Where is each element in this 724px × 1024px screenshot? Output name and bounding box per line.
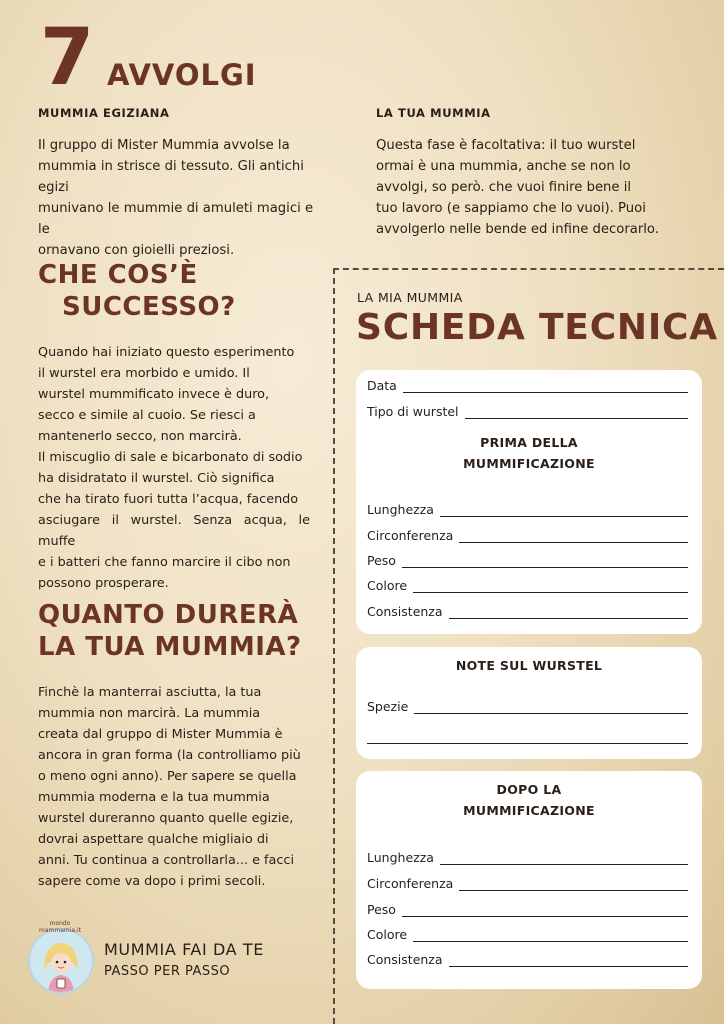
text-line: Quando hai iniziato questo esperimento xyxy=(38,345,295,360)
text-line: avvolgerlo nelle bende ed infine decorarlo. xyxy=(376,222,659,237)
field-colore[interactable] xyxy=(367,578,688,593)
dashed-cut-line-vertical xyxy=(333,268,335,1024)
field-colore[interactable] xyxy=(367,927,688,942)
text-line: ha disidratato il wurstel. Ciò significa xyxy=(38,471,275,486)
text-line: mummia moderna e la tua mummia xyxy=(38,790,270,805)
write-line[interactable] xyxy=(403,380,688,393)
write-line[interactable] xyxy=(440,504,688,517)
field-circonferenza[interactable] xyxy=(367,528,688,543)
field-label: Tipo di wurstel xyxy=(367,404,459,419)
field-consistenza[interactable] xyxy=(367,952,688,967)
text-line: tuo lavoro (e sappiamo che lo vuoi). Puoi xyxy=(376,201,646,216)
write-line[interactable] xyxy=(402,904,688,917)
girl-avatar-icon xyxy=(30,930,92,992)
text-line: anni. Tu continua a controllarla... e facci xyxy=(38,853,294,868)
heading-line: DOPO LA xyxy=(496,782,562,797)
footer-title: MUMMIA FAI DA TE xyxy=(104,940,264,959)
field-label: Consistenza xyxy=(367,604,443,619)
heading-line: MUMMIFICAZIONE xyxy=(463,456,595,471)
write-line[interactable] xyxy=(402,555,688,568)
field-label: Peso xyxy=(367,902,396,917)
dashed-cut-line-horizontal xyxy=(333,268,724,270)
text-line: mantenerlo secco, non marcirà. xyxy=(38,429,242,444)
heading-line: QUANTO DURERÀ xyxy=(38,600,299,630)
text-line: che ha tirato fuori tutta l’acqua, facendo xyxy=(38,492,299,507)
card-dopo-mummificazione xyxy=(356,771,702,989)
heading-line: PRIMA DELLA xyxy=(480,435,578,450)
field-label: Data xyxy=(367,378,397,393)
step-title: AVVOLGI xyxy=(107,58,257,92)
text-line: secco e simile al cuoio. Se riesci a xyxy=(38,408,256,423)
field-label: Circonferenza xyxy=(367,876,454,891)
text-line: munivano le mummie di amuleti magici e le xyxy=(38,201,314,237)
field-data[interactable] xyxy=(367,378,688,393)
write-line[interactable] xyxy=(440,852,688,865)
heading-che-cose-successo xyxy=(38,259,236,323)
heading-line: CHE COS’È xyxy=(38,260,198,290)
intro-right-text xyxy=(376,135,676,240)
step-number: 7 xyxy=(40,13,95,103)
intro-left-text xyxy=(38,135,328,261)
text-line: wurstel dureranno quanto quelle egizie, xyxy=(38,811,294,826)
field-peso[interactable] xyxy=(367,902,688,917)
card-prima-mummificazione xyxy=(356,370,702,634)
text-line: mummia non marcirà. La mummia xyxy=(38,706,261,721)
field-label: Circonferenza xyxy=(367,528,454,543)
write-line[interactable] xyxy=(459,530,688,543)
text-line: possono prosperare. xyxy=(38,576,169,591)
field-label: Peso xyxy=(367,553,396,568)
field-label: Consistenza xyxy=(367,952,443,967)
card-heading-prima xyxy=(356,432,702,474)
field-lunghezza[interactable] xyxy=(367,502,688,517)
text-line: asciugare il wurstel. Senza acqua, le muffe xyxy=(38,513,310,549)
footer-subtitle: PASSO PER PASSO xyxy=(104,964,231,979)
card-note-wurstel xyxy=(356,647,702,759)
field-label: Lunghezza xyxy=(367,850,434,865)
text-line: dovrai aspettare qualche migliaio di xyxy=(38,832,269,847)
field-label: Lunghezza xyxy=(367,502,434,517)
write-line[interactable] xyxy=(449,606,688,619)
text-line: wurstel mummificato invece è duro, xyxy=(38,387,270,402)
field-label: Spezie xyxy=(367,699,409,714)
brand-logo xyxy=(28,928,94,994)
text-line: Finchè la manterrai asciutta, la tua xyxy=(38,685,262,700)
write-line[interactable] xyxy=(449,954,688,967)
field-consistenza[interactable] xyxy=(367,604,688,619)
text-line: ancora in gran forma (la controlliamo più xyxy=(38,748,301,763)
heading-line: SUCCESSO? xyxy=(62,292,236,322)
write-line[interactable] xyxy=(413,580,688,593)
field-tipo-wurstel[interactable] xyxy=(367,404,688,419)
text-line: Il miscuglio di sale e bicarbonato di sodio xyxy=(38,450,303,465)
section2-text xyxy=(38,682,310,892)
heading-line: MUMMIFICAZIONE xyxy=(463,803,595,818)
write-line[interactable] xyxy=(413,929,688,942)
text-line: mummia in strisce di tessuto. Gli antichi egizi xyxy=(38,159,304,195)
field-lunghezza[interactable] xyxy=(367,850,688,865)
logo-text: mondo mammamia.it xyxy=(38,920,81,934)
text-line: Il gruppo di Mister Mummia avvolse la xyxy=(38,138,290,153)
sheet-title: SCHEDA TECNICA xyxy=(356,307,718,348)
text-line: il wurstel era morbido e umido. Il xyxy=(38,366,250,381)
write-line[interactable] xyxy=(367,731,688,744)
field-peso[interactable] xyxy=(367,553,688,568)
text-line: sapere come va dopo i primi secoli. xyxy=(38,874,266,889)
heading-line: LA TUA MUMMIA? xyxy=(38,632,302,662)
text-line: Questa fase è facoltativa: il tuo wurstel xyxy=(376,138,636,153)
section1-text xyxy=(38,342,310,594)
section-label-tua-mummia: LA TUA MUMMIA xyxy=(376,106,491,120)
field-label: Colore xyxy=(367,927,408,942)
sheet-subtitle: LA MIA MUMMIA xyxy=(357,290,463,305)
text-line: creata dal gruppo di Mister Mummia è xyxy=(38,727,283,742)
write-line[interactable] xyxy=(465,406,688,419)
write-line[interactable] xyxy=(414,701,688,714)
field-label: Colore xyxy=(367,578,408,593)
heading-quanto-durera xyxy=(38,599,302,663)
field-note-extra[interactable] xyxy=(367,731,688,744)
card-heading-dopo xyxy=(356,779,702,821)
section-label-mummia-egiziana: MUMMIA EGIZIANA xyxy=(38,106,170,120)
text-line: ormai è una mummia, anche se non lo xyxy=(376,159,631,174)
field-spezie[interactable] xyxy=(367,699,688,714)
text-line: avvolgi, so però. che vuoi finire bene il xyxy=(376,180,632,195)
text-line: o meno ogni anno). Per sapere se quella xyxy=(38,769,297,784)
card-heading-note: NOTE SUL WURSTEL xyxy=(455,658,603,673)
write-line[interactable] xyxy=(459,878,688,891)
text-line: ornavano con gioielli preziosi. xyxy=(38,243,235,258)
field-circonferenza[interactable] xyxy=(367,876,688,891)
text-line: e i batteri che fanno marcire il cibo non xyxy=(38,555,291,570)
